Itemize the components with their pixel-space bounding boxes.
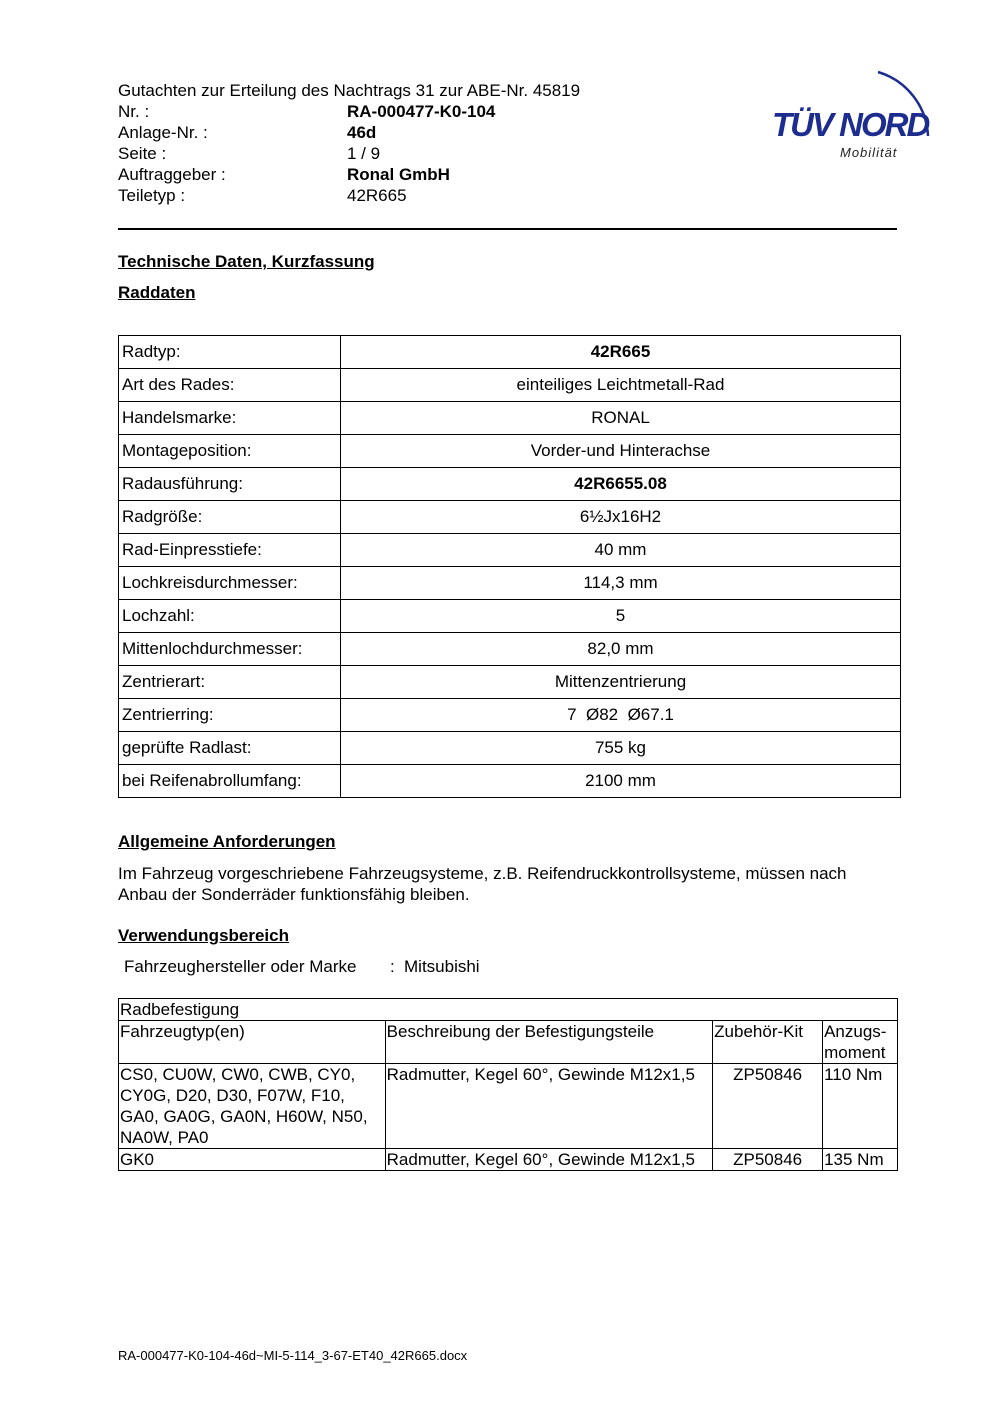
- table-row: [119, 336, 901, 369]
- wheel-key: Radausführung:: [119, 468, 341, 501]
- wheel-key: Mittenlochdurchmesser:: [119, 633, 341, 666]
- fastener-description-cell: Radmutter, Kegel 60°, Gewinde M12x1,5: [385, 1149, 713, 1171]
- table-row: [119, 1064, 898, 1149]
- table-row: [119, 567, 901, 600]
- table-row: [119, 1149, 898, 1171]
- wheel-key: Zentrierring:: [119, 699, 341, 732]
- wheel-value: 5: [341, 600, 901, 633]
- table-row: [119, 534, 901, 567]
- wheel-value: RONAL: [341, 402, 901, 435]
- mounting-table-title: Radbefestigung: [119, 999, 898, 1021]
- logo-subtitle: Mobilität: [840, 145, 898, 160]
- svg-text:TÜV NORD: TÜV NORD: [772, 106, 929, 143]
- header-value-anlage: 46d: [347, 123, 377, 142]
- wheel-mounting-table: [118, 998, 898, 1171]
- header-label-nr: Nr. :: [118, 102, 150, 121]
- header-label-auftraggeber: Auftraggeber :: [118, 165, 226, 184]
- accessory-kit-cell: ZP50846: [713, 1064, 823, 1149]
- table-row: [119, 699, 901, 732]
- table-row: [119, 732, 901, 765]
- heading-usage-range: Verwendungsbereich: [118, 926, 289, 945]
- column-header: Zubehör-Kit: [713, 1021, 823, 1064]
- accessory-kit-cell: ZP50846: [713, 1149, 823, 1171]
- table-row: [119, 765, 901, 798]
- wheel-key: Lochzahl:: [119, 600, 341, 633]
- general-requirements-text: Im Fahrzeug vorgeschriebene Fahrzeugsysteme, z.B. Reifendruckkontrollsysteme, müssen nach Anbau der Sonderräder funktionsfähig bleiben.: [118, 864, 847, 904]
- wheel-key: bei Reifenabrollumfang:: [119, 765, 341, 798]
- vehicle-types-cell: GK0: [119, 1149, 386, 1171]
- column-header: Fahrzeugtyp(en): [119, 1021, 386, 1064]
- header-label-teiletyp: Teiletyp :: [118, 186, 186, 205]
- torque-cell: 135 Nm: [823, 1149, 898, 1171]
- column-header: Anzugs-moment: [823, 1021, 898, 1064]
- heading-wheel-data: Raddaten: [118, 283, 196, 302]
- wheel-key: Lochkreisdurchmesser:: [119, 567, 341, 600]
- wheel-key: Montageposition:: [119, 435, 341, 468]
- fastener-description-cell: Radmutter, Kegel 60°, Gewinde M12x1,5: [385, 1064, 713, 1149]
- table-row: [119, 369, 901, 402]
- wheel-key: Radgröße:: [119, 501, 341, 534]
- wheel-key: Art des Rades:: [119, 369, 341, 402]
- heading-technical-data: Technische Daten, Kurzfassung: [118, 252, 375, 271]
- column-header: Beschreibung der Befestigungsteile: [385, 1021, 713, 1064]
- tuv-nord-logo: [760, 58, 950, 168]
- wheel-value: 42R665: [341, 336, 901, 369]
- wheel-value: 2100 mm: [341, 765, 901, 798]
- header-value-teiletyp: 42R665: [347, 186, 407, 205]
- wheel-value: 755 kg: [341, 732, 901, 765]
- table-row: [119, 435, 901, 468]
- wheel-value: einteiliges Leichtmetall-Rad: [341, 369, 901, 402]
- wheel-key: Radtyp:: [119, 336, 341, 369]
- table-title-row: [119, 999, 898, 1021]
- wheel-value: 40 mm: [341, 534, 901, 567]
- table-header-row: [119, 1021, 898, 1064]
- wheel-value: 6½Jx16H2: [341, 501, 901, 534]
- usage-separator: :: [390, 957, 395, 976]
- header-value-seite: 1 / 9: [347, 144, 381, 163]
- heading-general-requirements: Allgemeine Anforderungen: [118, 832, 336, 851]
- header-label-anlage: Anlage-Nr. :: [118, 123, 208, 142]
- wheel-value: Vorder-und Hinterachse: [341, 435, 901, 468]
- wheel-data-table: [118, 335, 901, 798]
- wheel-value: 42R6655.08: [341, 468, 901, 501]
- usage-manufacturer-value: Mitsubishi: [404, 957, 480, 976]
- table-row: [119, 468, 901, 501]
- table-row: [119, 402, 901, 435]
- table-row: [119, 666, 901, 699]
- document-title: Gutachten zur Erteilung des Nachtrags 31 zur ABE-Nr. 45819: [118, 81, 581, 100]
- wheel-value: 114,3 mm: [341, 567, 901, 600]
- header-value-auftraggeber: Ronal GmbH: [347, 165, 450, 184]
- vehicle-types-cell: CS0, CU0W, CW0, CWB, CY0, CY0G, D20, D30, F07W, F10, GA0, GA0G, GA0N, H60W, N50, NA0W, PA0: [119, 1064, 386, 1149]
- table-row: [119, 633, 901, 666]
- usage-manufacturer-label: Fahrzeughersteller oder Marke: [124, 957, 357, 976]
- wheel-key: Zentrierart:: [119, 666, 341, 699]
- torque-cell: 110 Nm: [823, 1064, 898, 1149]
- table-row: [119, 501, 901, 534]
- wheel-value: 82,0 mm: [341, 633, 901, 666]
- wheel-key: Handelsmarke:: [119, 402, 341, 435]
- wheel-key: Rad-Einpresstiefe:: [119, 534, 341, 567]
- table-row: [119, 600, 901, 633]
- header-label-seite: Seite :: [118, 144, 167, 163]
- wheel-key: geprüfte Radlast:: [119, 732, 341, 765]
- header-divider: [118, 228, 897, 230]
- footer-filename: RA-000477-K0-104-46d~MI-5-114_3-67-ET40_42R665.docx: [118, 1348, 468, 1363]
- wheel-value: 7 Ø82 Ø67.1: [341, 699, 901, 732]
- header-value-nr: RA-000477-K0-104: [347, 102, 496, 121]
- wheel-value: Mittenzentrierung: [341, 666, 901, 699]
